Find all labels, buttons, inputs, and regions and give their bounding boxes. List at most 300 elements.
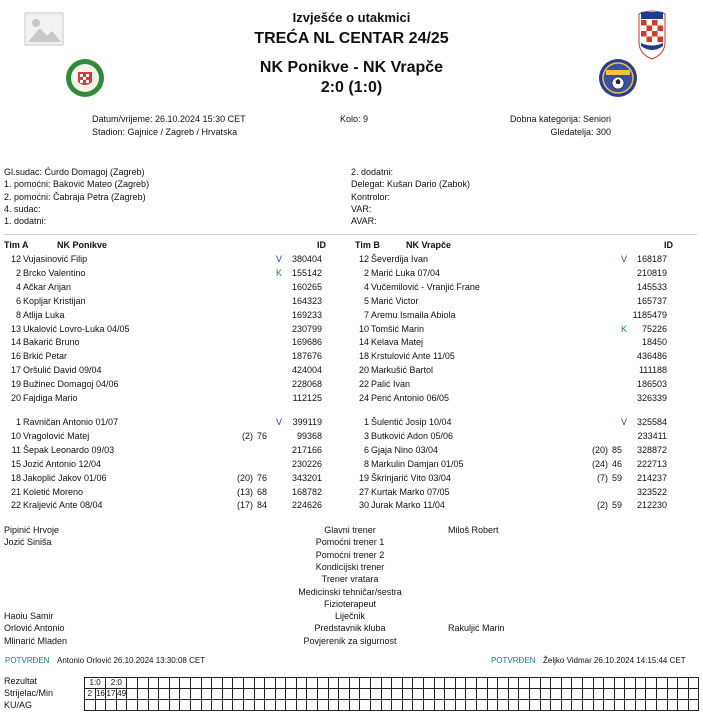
results-cell (582, 678, 593, 689)
results-cell: 2 (85, 689, 96, 700)
results-cell (392, 700, 403, 711)
results-cell (413, 689, 424, 700)
player-id: 436486 (636, 351, 667, 362)
results-cell (180, 700, 191, 711)
results-cell (159, 689, 170, 700)
results-grid-row (85, 700, 699, 711)
player-number: 15 (10, 458, 21, 469)
player-row (348, 418, 673, 431)
player-row (0, 366, 325, 379)
sub-for: (20) (236, 472, 253, 483)
results-cell (307, 689, 318, 700)
player-id: 210819 (636, 267, 667, 278)
results-cell (159, 678, 170, 689)
results-cell (318, 678, 329, 689)
results-cell (137, 678, 148, 689)
player-id: 328872 (636, 444, 667, 455)
player-row (0, 311, 325, 324)
results-cell (127, 678, 138, 689)
staff-member: Haoiu Samir (4, 611, 54, 622)
player-name: Marić Victor (371, 295, 419, 306)
player-name: Atlija Luka (23, 309, 65, 320)
results-cell (487, 689, 498, 700)
player-role-mark: K (621, 323, 628, 334)
official-line: Gl.sudac: Ćurdo Domagoj (Zagreb) (4, 167, 145, 177)
results-cell (339, 689, 350, 700)
results-cell (551, 678, 562, 689)
player-id: 186503 (636, 379, 667, 390)
match-title: NK Ponikve - NK Vrapče (259, 59, 444, 76)
player-role-mark: V (621, 417, 628, 427)
results-cell (498, 700, 509, 711)
sub-for: (20) (591, 444, 608, 455)
results-cell (561, 678, 572, 689)
results-cell (498, 689, 509, 700)
results-cell (212, 689, 223, 700)
player-row (348, 501, 673, 514)
player-row (0, 432, 325, 445)
player-row (348, 338, 673, 351)
staff-role: Liječnik (334, 611, 365, 622)
results-cell (254, 689, 265, 700)
results-cell (572, 700, 583, 711)
results-cell (169, 678, 180, 689)
player-row (348, 380, 673, 393)
player-number: 30 (358, 500, 369, 511)
player-name: Koletić Moreno (23, 486, 84, 497)
team-b-id-header: ID (664, 240, 673, 250)
player-number: 20 (10, 393, 21, 403)
player-id: 99368 (296, 430, 322, 441)
results-cell (85, 700, 96, 711)
official-line: 4. sudac: (4, 203, 41, 214)
player-name: Aremu Ismaila Abiola (371, 309, 456, 320)
results-cell (318, 689, 329, 700)
player-name: Jozić Antonio 12/04 (23, 458, 102, 469)
player-row (0, 283, 325, 296)
results-cell (392, 678, 403, 689)
results-cell (593, 678, 604, 689)
sub-minute: 84 (256, 500, 267, 511)
player-name: Markušić Bartol (371, 365, 434, 376)
results-cell (233, 678, 244, 689)
player-id: 164323 (291, 295, 322, 306)
results-cell (254, 700, 265, 711)
results-cell (688, 678, 699, 689)
sub-minute: 85 (611, 444, 622, 455)
results-cell (349, 700, 360, 711)
player-id: 18450 (641, 337, 667, 348)
player-row (0, 488, 325, 501)
results-cell (646, 700, 657, 711)
results-cell (635, 689, 646, 700)
player-name: Vujasinović Filip (23, 254, 88, 264)
results-cell (498, 678, 509, 689)
results-cell (371, 689, 382, 700)
player-id: 168187 (636, 254, 667, 264)
results-cell (137, 700, 148, 711)
results-cell (529, 700, 540, 711)
results-cell (508, 678, 519, 689)
staff-role: Povjerenik za sigurnost (303, 635, 397, 646)
results-cell (413, 678, 424, 689)
results-cell (604, 700, 615, 711)
player-row (0, 394, 325, 407)
player-number: 19 (10, 379, 21, 390)
results-cell (635, 700, 646, 711)
sub-minute: 59 (611, 500, 622, 511)
results-cell (275, 700, 286, 711)
results-cell (148, 689, 159, 700)
results-cell (561, 700, 572, 711)
player-name: Bakarić Bruno (23, 337, 80, 348)
player-name: Ačkar Arijan (23, 281, 72, 292)
results-cell (127, 689, 138, 700)
away-team-crest-icon (598, 58, 638, 98)
results-cell (371, 700, 382, 711)
sub-minute: 76 (256, 430, 267, 441)
player-role-mark: K (276, 267, 283, 278)
results-cell (678, 689, 689, 700)
results-cell (604, 689, 615, 700)
results-cell (678, 678, 689, 689)
player-name: Butković Adon 05/06 (371, 430, 454, 441)
results-cell (466, 700, 477, 711)
staff-member: Mlinarić Mladen (4, 635, 68, 646)
player-row (0, 418, 325, 431)
results-cell (667, 678, 678, 689)
player-row (0, 460, 325, 473)
player-name: Marić Luka 07/04 (371, 267, 441, 278)
results-cell (476, 678, 487, 689)
player-role-mark: V (276, 417, 283, 427)
results-cell (371, 678, 382, 689)
results-cell (222, 678, 233, 689)
player-row (0, 297, 325, 310)
player-id: 169233 (291, 309, 322, 320)
results-cell (657, 689, 668, 700)
results-cell (222, 700, 233, 711)
player-name: Kraljević Ante 08/04 (23, 500, 103, 511)
results-cell (519, 700, 530, 711)
player-number: 12 (358, 254, 369, 264)
player-name: Ukalović Lovro-Luka 04/05 (23, 323, 130, 334)
results-cell (434, 689, 445, 700)
player-number: 2 (15, 267, 21, 278)
player-row (0, 338, 325, 351)
results-grid-row (85, 678, 699, 689)
player-row (348, 488, 673, 501)
results-cell: 49 (117, 689, 127, 698)
results-cell (212, 678, 223, 689)
results-cell (243, 689, 254, 700)
results-cell: 17 (106, 689, 116, 698)
results-cell (455, 678, 466, 689)
results-cell (540, 678, 551, 689)
sub-for: (2) (597, 500, 608, 511)
results-cell (190, 700, 201, 711)
confirm-text-right: Željko Vidmar 26.10.2024 14:15:44 CET (543, 656, 686, 665)
player-role-mark: V (276, 254, 283, 264)
results-cell (604, 678, 615, 689)
staff-role: Fizioterapeut (323, 598, 377, 609)
results-cell (646, 689, 657, 700)
confirm-text-left: Antonio Orlović 26.10.2024 13:30:08 CET (57, 656, 206, 665)
player-number: 24 (358, 393, 369, 403)
results-cell (116, 700, 127, 711)
results-cell (106, 700, 117, 711)
results-cell (180, 689, 191, 700)
results-cell (233, 700, 244, 711)
match-round: Kolo: 9 (340, 114, 369, 124)
player-number: 6 (363, 444, 369, 455)
results-cell (296, 700, 307, 711)
results-cell (519, 678, 530, 689)
report-title: Izvješće o utakmici (292, 10, 411, 25)
results-cell: 2:0 (106, 678, 127, 689)
player-name: Palić Ivan (371, 379, 411, 390)
player-id: 111188 (638, 365, 667, 376)
player-number: 1 (15, 417, 21, 427)
results-cell (424, 678, 435, 689)
sub-minute: 68 (256, 486, 267, 497)
player-number: 3 (363, 430, 369, 441)
results-cell (254, 678, 265, 689)
results-cell (434, 700, 445, 711)
results-cell (582, 700, 593, 711)
player-number: 6 (15, 295, 21, 306)
player-id: 187676 (291, 351, 322, 362)
age-category: Dobna kategorija: Seniori (509, 114, 611, 124)
divider (4, 234, 697, 235)
player-name: Škrinjarić Vito 03/04 (371, 472, 451, 483)
official-line: VAR: (351, 203, 372, 214)
results-cell (201, 700, 212, 711)
staff-member: Jozić Siniša (4, 537, 52, 548)
results-cell (540, 689, 551, 700)
player-row (348, 269, 673, 282)
results-cell (265, 700, 276, 711)
player-row (348, 325, 673, 338)
spectators: Gledatelja: 300 (550, 127, 611, 137)
results-cell (265, 689, 276, 700)
sub-for: (7) (597, 472, 608, 483)
player-number: 1 (363, 417, 369, 427)
player-id: 212230 (636, 500, 667, 511)
results-cell (540, 700, 551, 711)
results-cell (678, 700, 689, 711)
player-number: 16 (10, 351, 21, 362)
staff-role: Trener vratara (321, 574, 379, 585)
results-cell: 1:0 (85, 678, 106, 689)
official-line: 1. pomoćni: Baković Mateo (Zagreb) (4, 179, 150, 190)
player-name: Kelava Matej (371, 337, 424, 348)
results-cell (625, 700, 636, 711)
results-cell (572, 689, 583, 700)
player-number: 11 (11, 444, 21, 455)
results-grid-row (85, 689, 699, 700)
player-row (0, 474, 325, 487)
player-row (348, 446, 673, 459)
results-cell (286, 689, 297, 700)
player-role-mark: V (621, 254, 628, 264)
results-cell (169, 700, 180, 711)
confirm-label-right: POTVRĐEN (491, 656, 536, 665)
results-cell (445, 678, 456, 689)
player-number: 13 (10, 323, 21, 334)
player-id: 155142 (291, 267, 322, 278)
results-cell (476, 689, 487, 700)
results-cell: 16 (95, 689, 105, 698)
match-datetime: Datum/vrijeme: 26.10.2024 15:30 CET (92, 114, 246, 124)
results-cell (201, 689, 212, 700)
results-cell (275, 678, 286, 689)
player-id: 217166 (291, 444, 322, 455)
results-cell (657, 678, 668, 689)
results-cell (360, 700, 371, 711)
player-name: Krstulović Ante 11/05 (371, 351, 455, 362)
player-number: 14 (10, 337, 21, 348)
results-cell (551, 689, 562, 700)
player-number: 22 (358, 379, 369, 390)
player-row (348, 366, 673, 379)
player-number: 12 (10, 254, 21, 264)
player-id: 165737 (636, 295, 667, 306)
player-id: 380404 (291, 254, 322, 264)
player-row (348, 460, 673, 473)
player-name: Brcko Valentino (23, 267, 86, 278)
staff-role: Kondicijski trener (315, 561, 385, 572)
results-cell (582, 689, 593, 700)
staff-role: Glavni trener (324, 525, 376, 535)
player-number: 10 (358, 323, 369, 334)
ku-row-label: KU/AG (4, 700, 33, 710)
results-cell (529, 678, 540, 689)
player-id: 1185479 (632, 309, 667, 320)
staff-role: Pomoćni trener 1 (315, 537, 385, 548)
official-line: 2. pomoćni: Čabraja Petra (Zagreb) (4, 191, 146, 202)
results-cell (265, 678, 276, 689)
results-cell (275, 689, 286, 700)
results-cell (328, 700, 339, 711)
results-cell (296, 678, 307, 689)
official-line: 2. dodatni: (351, 167, 394, 177)
staff-member: Orlović Antonio (4, 623, 65, 634)
results-cell (424, 689, 435, 700)
player-number: 5 (363, 295, 369, 306)
image-placeholder-icon (24, 12, 64, 46)
results-cell (307, 700, 318, 711)
results-cell (572, 678, 583, 689)
player-name: Šepak Leonardo 09/03 (23, 444, 115, 455)
player-number: 14 (358, 337, 369, 348)
results-cell (222, 689, 233, 700)
results-cell (127, 700, 138, 711)
official-line: 1. dodatni: (4, 216, 47, 227)
results-cell (519, 689, 530, 700)
player-name: Brkić Petar (23, 351, 68, 362)
results-cell (487, 700, 498, 711)
player-row (348, 352, 673, 365)
sub-for: (13) (236, 486, 253, 497)
player-row (0, 352, 325, 365)
results-cell (339, 678, 350, 689)
results-cell (159, 700, 170, 711)
player-name: Ravničan Antonio 01/07 (23, 417, 119, 427)
staff-role: Medicinski tehničar/sestra (298, 586, 402, 597)
player-name: Fajdiga Mario (23, 393, 78, 403)
results-cell (508, 689, 519, 700)
results-cell (95, 700, 106, 711)
player-name: Perić Antonio 06/05 (371, 393, 450, 403)
results-cell (349, 678, 360, 689)
sub-minute: 76 (256, 472, 267, 483)
sub-for: (2) (242, 430, 253, 441)
player-row (348, 394, 673, 407)
player-id: 230226 (291, 458, 322, 469)
results-cell (445, 700, 456, 711)
staff-role: Pomoćni trener 2 (315, 549, 385, 560)
results-cell (190, 678, 201, 689)
player-id: 325584 (636, 417, 667, 427)
federation-crest-icon (637, 6, 667, 60)
results-cell (402, 678, 413, 689)
results-cell (339, 700, 350, 711)
player-name: Markulin Damjan 01/05 (371, 458, 464, 469)
results-cell (243, 700, 254, 711)
player-id: 323522 (636, 486, 667, 497)
results-cell (328, 689, 339, 700)
match-score: 2:0 (1:0) (320, 79, 383, 96)
results-cell (593, 689, 604, 700)
player-row (348, 283, 673, 296)
player-row (0, 380, 325, 393)
player-id: 326339 (636, 393, 667, 403)
competition-title: TREĆA NL CENTAR 24/25 (254, 30, 449, 47)
results-cell (349, 689, 360, 700)
player-name: Kopljar Kristijan (23, 295, 86, 306)
results-cell (180, 678, 191, 689)
player-name: Šulentić Josip 10/04 (371, 417, 452, 427)
player-row (348, 311, 673, 324)
results-cell (625, 689, 636, 700)
results-cell (434, 678, 445, 689)
confirm-label-left: POTVRĐEN (5, 656, 50, 665)
results-cell (169, 689, 180, 700)
player-number: 4 (15, 281, 21, 292)
results-cell (381, 689, 392, 700)
results-cell (212, 700, 223, 711)
player-name: Kurtak Marko 07/05 (371, 486, 450, 497)
player-number: 7 (363, 309, 369, 320)
player-number: 20 (358, 365, 369, 376)
player-id: 214237 (636, 472, 667, 483)
player-number: 22 (10, 500, 21, 511)
staff-member: Pipinić Hrvoje (4, 525, 60, 535)
staff-role: Predstavnik kluba (314, 623, 386, 634)
player-row (0, 255, 325, 268)
player-row (348, 297, 673, 310)
results-cell (413, 700, 424, 711)
sub-for: (24) (591, 458, 608, 469)
results-cell (148, 700, 159, 711)
results-cell (286, 678, 297, 689)
player-number: 21 (10, 486, 21, 497)
results-cell (646, 678, 657, 689)
results-cell (635, 678, 646, 689)
result-row-label: Rezultat (4, 676, 38, 686)
player-number: 19 (358, 472, 369, 483)
